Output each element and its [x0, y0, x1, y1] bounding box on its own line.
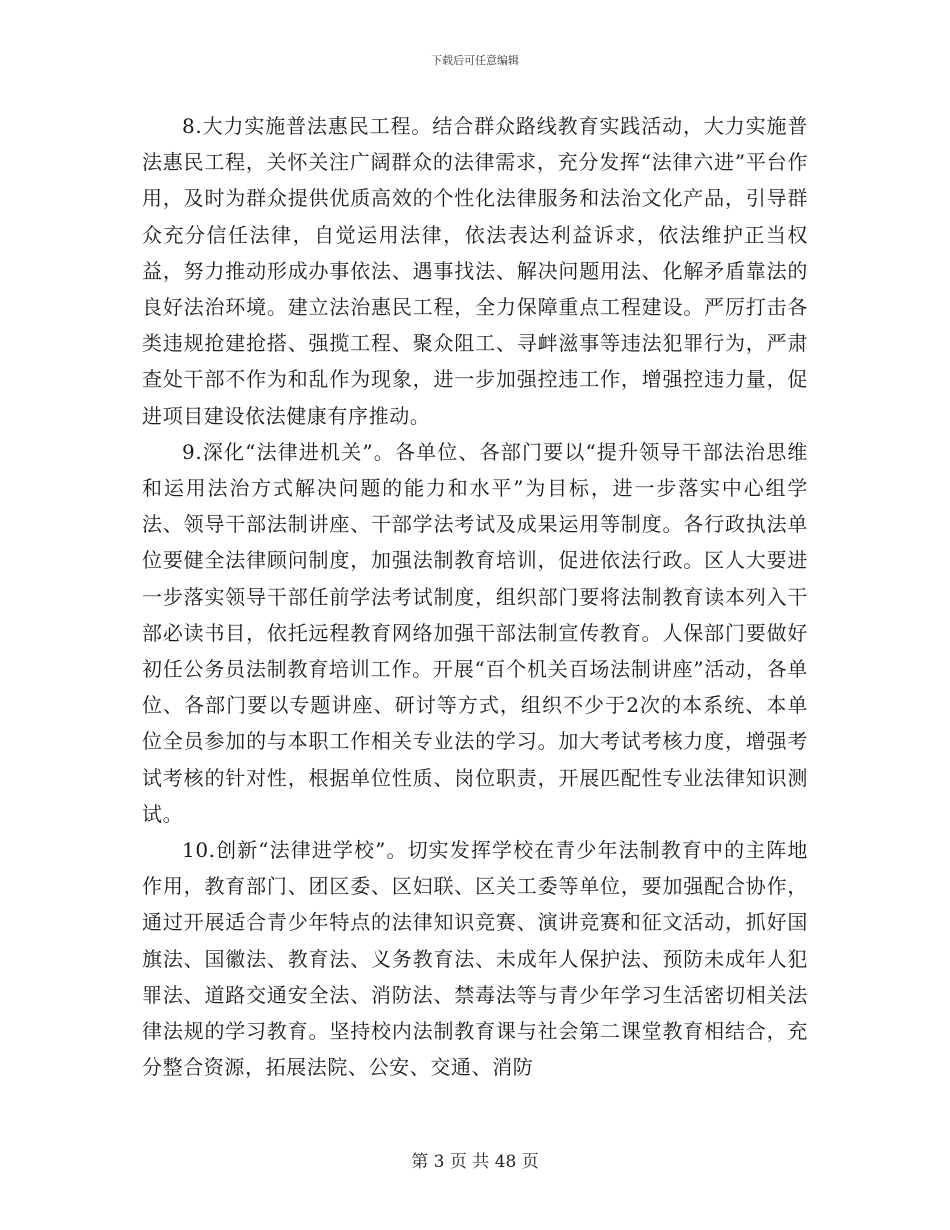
- paragraph-8: 8.大力实施普法惠民工程。结合群众路线教育实践活动，大力实施普法惠民工程，关怀关注广阔群众的法律需求，充分发挥“法律六进”平台作用，及时为群众提供优质高效的个性化法律服务和法治文化产品，引导群众充分信任法律，自觉运用法律，依法表达利益诉求，依法维护正当权益，努力推动形成办事依法、遇事找法、解决问题用法、化解矛盾靠法的良好法治环境。建立法治惠民工程，全力保障重点工程建设。严厉打击各类违规抢建抢搭、强揽工程、聚众阻工、寻衅滋事等违法犯罪行为，严肃查处干部不作为和乱作为现象，进一步加强控违工作，增强控违力量，促进项目建设依法健康有序推动。: [142, 114, 808, 428]
- document-body: [142, 108, 808, 1085]
- page-number: 第 3 页 共 48 页: [411, 1152, 539, 1172]
- header-note: 下载后可任意编辑: [431, 54, 519, 67]
- paragraph-10: 10.创新“法律进学校”。切实发挥学校在青少年法制教育中的主阵地作用，教育部门、团区委、区妇联、区关工委等单位，要加强配合协作，通过开展适合青少年特点的法律知识竞赛、演讲竞赛和征文活动，抓好国旗法、国徽法、教育法、义务教育法、未成年人保护法、预防未成年人犯罪法、道路交通安全法、消防法、禁毒法等与青少年学习生活密切相关法律法规的学习教育。坚持校内法制教育课与社会第二课堂教育相结合，充分整合资源，拓展法院、公安、交通、消防: [142, 838, 808, 1080]
- paragraph-9: 9.深化“法律进机关”。各单位、各部门要以“提升领导干部法治思维和运用法治方式解决问题的能力和水平”为目标，进一步落实中心组学法、领导干部法制讲座、干部学法考试及成果运用等制度。各行政执法单位要健全法律顾问制度，加强法制教育培训，促进依法行政。区人大要进一步落实领导干部任前学法考试制度，组织部门要将法制教育读本列入干部必读书目，依托远程教育网络加强干部法制宣传教育。人保部门要做好初任公务员法制教育培训工作。开展“百个机关百场法制讲座”活动，各单位、各部门要以专题讲座、研讨等方式，组织不少于2次的本系统、本单位全员参加的与本职工作相关专业法的学习。加大考试考核力度，增强考试考核的针对性，根据单位性质、岗位职责，开展匹配性专业法律知识测试。: [142, 439, 808, 826]
